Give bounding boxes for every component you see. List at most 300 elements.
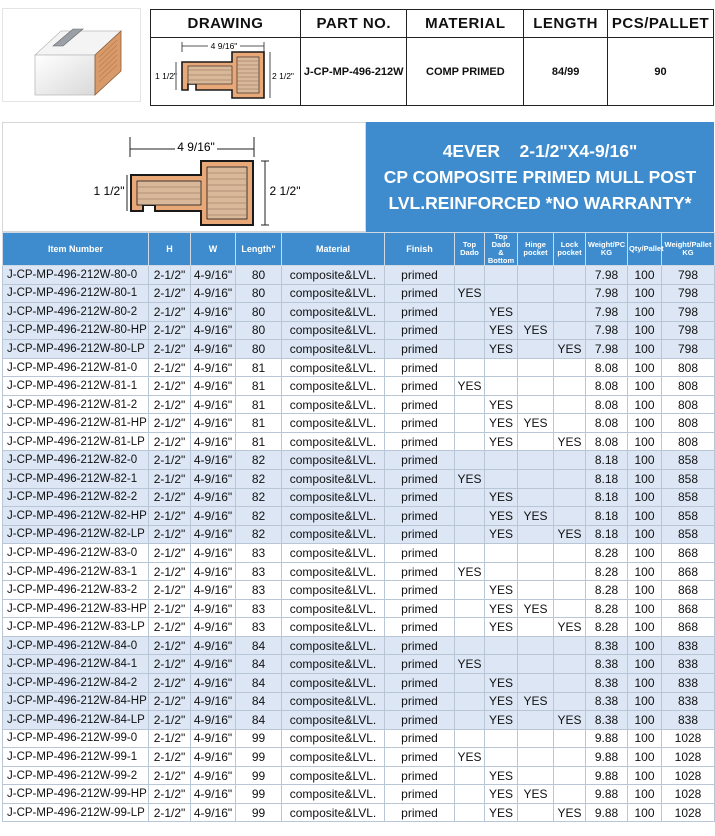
cell-weight-pc: 8.08: [586, 432, 628, 451]
cell-weight-pallet: 838: [662, 636, 715, 655]
cell-height: 2-1/2": [149, 748, 191, 767]
col-length: Length": [236, 233, 282, 266]
cell-qty-pallet: 100: [628, 562, 662, 581]
table-row: [3, 525, 715, 544]
cell-width: 4-9/16": [191, 674, 236, 693]
cell-material: composite&LVL.: [282, 599, 385, 618]
cell-lock-pocket: [554, 488, 586, 507]
cell-width: 4-9/16": [191, 284, 236, 303]
cell-width: 4-9/16": [191, 432, 236, 451]
cell-height: 2-1/2": [149, 525, 191, 544]
cell-width: 4-9/16": [191, 581, 236, 600]
cell-finish: primed: [385, 432, 455, 451]
cell-height: 2-1/2": [149, 618, 191, 637]
cell-hinge-pocket: [518, 303, 554, 322]
table-row: [3, 432, 715, 451]
cell-finish: primed: [385, 766, 455, 785]
cell-width: 4-9/16": [191, 340, 236, 359]
table-header-row: [3, 233, 715, 266]
banner-line-3: LVL.REINFORCED *NO WARRANTY*: [388, 193, 692, 213]
cell-top-dado: [455, 636, 485, 655]
cell-weight-pallet: 808: [662, 414, 715, 433]
cell-weight-pc: 8.28: [586, 544, 628, 563]
cell-height: 2-1/2": [149, 562, 191, 581]
table-row: [3, 766, 715, 785]
spec-length: 84/99: [524, 38, 608, 106]
cell-material: composite&LVL.: [282, 729, 385, 748]
cell-qty-pallet: 100: [628, 432, 662, 451]
cell-qty-pallet: 100: [628, 785, 662, 804]
banner-line-2: CP COMPOSITE PRIMED MULL POST: [383, 167, 697, 187]
cell-top-dado: [455, 525, 485, 544]
cell-weight-pallet: 1028: [662, 766, 715, 785]
cell-top-dado-bottom: YES: [485, 395, 518, 414]
cell-weight-pc: 8.18: [586, 451, 628, 470]
cell-lock-pocket: [554, 284, 586, 303]
banner-drawing: [2, 122, 366, 232]
col-top-dado-bottom: Top Dado & Bottom: [485, 233, 518, 266]
cell-lock-pocket: [554, 303, 586, 322]
cell-hinge-pocket: [518, 748, 554, 767]
cell-width: 4-9/16": [191, 618, 236, 637]
cell-height: 2-1/2": [149, 321, 191, 340]
cell-hinge-pocket: [518, 618, 554, 637]
cell-weight-pallet: 868: [662, 599, 715, 618]
cell-qty-pallet: 100: [628, 636, 662, 655]
cell-qty-pallet: 100: [628, 266, 662, 285]
cell-weight-pallet: 838: [662, 711, 715, 730]
cell-material: composite&LVL.: [282, 266, 385, 285]
cell-finish: primed: [385, 599, 455, 618]
cell-weight-pallet: 838: [662, 674, 715, 693]
cell-length: 83: [236, 599, 282, 618]
cell-finish: primed: [385, 674, 455, 693]
cell-material: composite&LVL.: [282, 766, 385, 785]
cell-hinge-pocket: [518, 451, 554, 470]
cell-top-dado-bottom: [485, 655, 518, 674]
cell-material: composite&LVL.: [282, 303, 385, 322]
cell-material: composite&LVL.: [282, 674, 385, 693]
cell-width: 4-9/16": [191, 562, 236, 581]
cell-lock-pocket: [554, 507, 586, 526]
cell-top-dado: [455, 451, 485, 470]
cell-length: 81: [236, 358, 282, 377]
cell-weight-pc: 9.88: [586, 729, 628, 748]
cell-material: composite&LVL.: [282, 692, 385, 711]
cell-item-number: J-CP-MP-496-212W-99-LP: [3, 803, 149, 822]
cell-top-dado-bottom: YES: [485, 581, 518, 600]
cell-top-dado: [455, 599, 485, 618]
spec-pcs-pallet: 90: [608, 38, 714, 106]
cell-top-dado: YES: [455, 284, 485, 303]
col-hinge-pocket: Hinge pocket: [518, 233, 554, 266]
cell-top-dado: [455, 692, 485, 711]
table-row: [3, 692, 715, 711]
cell-weight-pc: 8.18: [586, 507, 628, 526]
cell-item-number: J-CP-MP-496-212W-99-1: [3, 748, 149, 767]
cell-lock-pocket: [554, 414, 586, 433]
table-row: [3, 618, 715, 637]
cell-weight-pc: 8.38: [586, 655, 628, 674]
cell-length: 99: [236, 748, 282, 767]
cell-lock-pocket: [554, 599, 586, 618]
cell-material: composite&LVL.: [282, 525, 385, 544]
table-row: [3, 544, 715, 563]
cell-weight-pc: 8.18: [586, 525, 628, 544]
cell-hinge-pocket: YES: [518, 321, 554, 340]
cell-lock-pocket: [554, 358, 586, 377]
cell-lock-pocket: [554, 581, 586, 600]
cell-top-dado-bottom: [485, 266, 518, 285]
cell-weight-pallet: 1028: [662, 748, 715, 767]
cell-length: 99: [236, 785, 282, 804]
spec-material: COMP PRIMED: [407, 38, 524, 106]
cell-weight-pc: 9.88: [586, 748, 628, 767]
cell-top-dado: [455, 395, 485, 414]
cell-weight-pc: 8.08: [586, 414, 628, 433]
cell-top-dado: YES: [455, 655, 485, 674]
table-row: [3, 284, 715, 303]
cell-top-dado: [455, 711, 485, 730]
cell-weight-pc: 8.08: [586, 395, 628, 414]
cell-hinge-pocket: [518, 766, 554, 785]
cell-width: 4-9/16": [191, 303, 236, 322]
table-row: [3, 414, 715, 433]
cell-top-dado: [455, 766, 485, 785]
cell-lock-pocket: YES: [554, 525, 586, 544]
cell-height: 2-1/2": [149, 266, 191, 285]
cell-top-dado-bottom: [485, 562, 518, 581]
cell-width: 4-9/16": [191, 636, 236, 655]
cell-length: 83: [236, 618, 282, 637]
cell-top-dado: [455, 414, 485, 433]
col-material: Material: [282, 233, 385, 266]
cell-width: 4-9/16": [191, 414, 236, 433]
cell-item-number: J-CP-MP-496-212W-81-1: [3, 377, 149, 396]
table-row: [3, 377, 715, 396]
cell-finish: primed: [385, 692, 455, 711]
cell-weight-pc: 8.38: [586, 692, 628, 711]
cell-finish: primed: [385, 729, 455, 748]
cell-finish: primed: [385, 358, 455, 377]
col-h: H: [149, 233, 191, 266]
cell-item-number: J-CP-MP-496-212W-80-0: [3, 266, 149, 285]
cell-height: 2-1/2": [149, 581, 191, 600]
spec-header-drawing: DRAWING: [151, 10, 301, 38]
table-row: [3, 636, 715, 655]
cell-top-dado-bottom: [485, 358, 518, 377]
cell-weight-pc: 9.88: [586, 785, 628, 804]
cell-hinge-pocket: [518, 581, 554, 600]
cell-height: 2-1/2": [149, 414, 191, 433]
table-row: [3, 488, 715, 507]
cell-top-dado: [455, 266, 485, 285]
cell-top-dado-bottom: [485, 451, 518, 470]
cell-width: 4-9/16": [191, 544, 236, 563]
cell-weight-pc: 7.98: [586, 340, 628, 359]
cell-length: 83: [236, 544, 282, 563]
cell-weight-pallet: 868: [662, 562, 715, 581]
small-right-label: 2 1/2": [272, 71, 295, 81]
cell-finish: primed: [385, 785, 455, 804]
table-row: [3, 785, 715, 804]
cell-length: 84: [236, 674, 282, 693]
cell-height: 2-1/2": [149, 766, 191, 785]
cell-weight-pallet: 798: [662, 340, 715, 359]
table-row: [3, 321, 715, 340]
cell-height: 2-1/2": [149, 711, 191, 730]
banner-line-1: 4EVER 2-1/2"X4-9/16": [442, 141, 638, 161]
cell-height: 2-1/2": [149, 803, 191, 822]
cell-length: 80: [236, 321, 282, 340]
cell-height: 2-1/2": [149, 451, 191, 470]
cell-item-number: J-CP-MP-496-212W-80-2: [3, 303, 149, 322]
cell-material: composite&LVL.: [282, 544, 385, 563]
cell-weight-pc: 8.28: [586, 618, 628, 637]
cell-finish: primed: [385, 507, 455, 526]
cell-item-number: J-CP-MP-496-212W-83-2: [3, 581, 149, 600]
cell-finish: primed: [385, 544, 455, 563]
cell-material: composite&LVL.: [282, 395, 385, 414]
cell-item-number: J-CP-MP-496-212W-84-HP: [3, 692, 149, 711]
cell-qty-pallet: 100: [628, 303, 662, 322]
small-left-label: 1 1/2": [155, 71, 178, 81]
cell-width: 4-9/16": [191, 395, 236, 414]
cell-top-dado: [455, 432, 485, 451]
table-row: [3, 599, 715, 618]
cell-finish: primed: [385, 525, 455, 544]
cell-lock-pocket: [554, 470, 586, 489]
cell-top-dado-bottom: YES: [485, 692, 518, 711]
cell-lock-pocket: [554, 674, 586, 693]
cell-hinge-pocket: [518, 395, 554, 414]
cell-width: 4-9/16": [191, 470, 236, 489]
cell-length: 82: [236, 488, 282, 507]
cell-width: 4-9/16": [191, 451, 236, 470]
spec-table: [150, 9, 714, 106]
cell-top-dado: [455, 340, 485, 359]
cell-finish: primed: [385, 711, 455, 730]
cell-qty-pallet: 100: [628, 581, 662, 600]
cell-length: 84: [236, 655, 282, 674]
cell-item-number: J-CP-MP-496-212W-80-1: [3, 284, 149, 303]
cell-item-number: J-CP-MP-496-212W-80-LP: [3, 340, 149, 359]
cell-hinge-pocket: [518, 284, 554, 303]
cell-item-number: J-CP-MP-496-212W-83-0: [3, 544, 149, 563]
cell-top-dado: [455, 803, 485, 822]
cell-height: 2-1/2": [149, 340, 191, 359]
cell-top-dado: YES: [455, 562, 485, 581]
cell-length: 81: [236, 377, 282, 396]
cell-weight-pc: 8.08: [586, 358, 628, 377]
cell-width: 4-9/16": [191, 729, 236, 748]
cell-length: 99: [236, 766, 282, 785]
spec-part-no: J-CP-MP-496-212W: [300, 38, 407, 106]
cell-material: composite&LVL.: [282, 284, 385, 303]
cell-lock-pocket: YES: [554, 432, 586, 451]
large-profile-drawing: [3, 123, 365, 231]
cell-material: composite&LVL.: [282, 470, 385, 489]
cell-weight-pc: 8.28: [586, 562, 628, 581]
cell-material: composite&LVL.: [282, 321, 385, 340]
cell-top-dado-bottom: YES: [485, 321, 518, 340]
cell-weight-pc: 8.38: [586, 636, 628, 655]
cell-length: 99: [236, 729, 282, 748]
cell-item-number: J-CP-MP-496-212W-84-0: [3, 636, 149, 655]
cell-length: 80: [236, 340, 282, 359]
cell-item-number: J-CP-MP-496-212W-83-LP: [3, 618, 149, 637]
cell-qty-pallet: 100: [628, 803, 662, 822]
cell-hinge-pocket: [518, 470, 554, 489]
cell-qty-pallet: 100: [628, 692, 662, 711]
col-weight-pallet: Weight/Pallet KG: [662, 233, 715, 266]
large-right-label: 2 1/2": [269, 184, 301, 198]
cell-material: composite&LVL.: [282, 377, 385, 396]
cell-weight-pallet: 808: [662, 432, 715, 451]
cell-weight-pallet: 798: [662, 266, 715, 285]
cell-qty-pallet: 100: [628, 321, 662, 340]
cell-finish: primed: [385, 414, 455, 433]
table-body: [3, 266, 715, 822]
cell-top-dado-bottom: YES: [485, 414, 518, 433]
cell-length: 80: [236, 284, 282, 303]
cell-length: 84: [236, 692, 282, 711]
cell-finish: primed: [385, 562, 455, 581]
cell-item-number: J-CP-MP-496-212W-81-0: [3, 358, 149, 377]
cell-hinge-pocket: [518, 636, 554, 655]
cell-top-dado: [455, 303, 485, 322]
spec-header-pcs-pallet: PCS/PALLET: [608, 10, 714, 38]
table-row: [3, 266, 715, 285]
cell-finish: primed: [385, 284, 455, 303]
cell-width: 4-9/16": [191, 692, 236, 711]
cell-lock-pocket: YES: [554, 340, 586, 359]
cell-finish: primed: [385, 470, 455, 489]
cell-hinge-pocket: [518, 711, 554, 730]
cell-item-number: J-CP-MP-496-212W-81-2: [3, 395, 149, 414]
cell-weight-pc: 9.88: [586, 803, 628, 822]
cell-finish: primed: [385, 655, 455, 674]
cell-top-dado-bottom: YES: [485, 507, 518, 526]
cell-item-number: J-CP-MP-496-212W-81-HP: [3, 414, 149, 433]
cell-weight-pc: 9.88: [586, 766, 628, 785]
cell-length: 80: [236, 266, 282, 285]
table-row: [3, 748, 715, 767]
cell-qty-pallet: 100: [628, 729, 662, 748]
cell-finish: primed: [385, 451, 455, 470]
cell-top-dado-bottom: YES: [485, 488, 518, 507]
cell-width: 4-9/16": [191, 785, 236, 804]
cell-qty-pallet: 100: [628, 599, 662, 618]
cell-height: 2-1/2": [149, 655, 191, 674]
table-row: [3, 581, 715, 600]
cell-hinge-pocket: [518, 432, 554, 451]
cell-length: 84: [236, 711, 282, 730]
cell-finish: primed: [385, 266, 455, 285]
cell-hinge-pocket: [518, 803, 554, 822]
cell-lock-pocket: [554, 636, 586, 655]
cell-finish: primed: [385, 377, 455, 396]
cell-qty-pallet: 100: [628, 618, 662, 637]
large-left-label: 1 1/2": [93, 184, 125, 198]
cell-length: 82: [236, 507, 282, 526]
cell-height: 2-1/2": [149, 674, 191, 693]
product-table: [2, 232, 715, 822]
cell-length: 82: [236, 525, 282, 544]
cell-weight-pallet: 808: [662, 395, 715, 414]
cell-width: 4-9/16": [191, 748, 236, 767]
cell-length: 83: [236, 562, 282, 581]
cell-finish: primed: [385, 748, 455, 767]
cell-item-number: J-CP-MP-496-212W-82-2: [3, 488, 149, 507]
cell-finish: primed: [385, 340, 455, 359]
cell-finish: primed: [385, 581, 455, 600]
cell-top-dado: YES: [455, 470, 485, 489]
cell-finish: primed: [385, 618, 455, 637]
cell-top-dado-bottom: [485, 729, 518, 748]
cell-weight-pallet: 798: [662, 284, 715, 303]
cell-height: 2-1/2": [149, 599, 191, 618]
cell-hinge-pocket: [518, 525, 554, 544]
cell-weight-pallet: 808: [662, 358, 715, 377]
cell-material: composite&LVL.: [282, 785, 385, 804]
cell-material: composite&LVL.: [282, 581, 385, 600]
cell-height: 2-1/2": [149, 395, 191, 414]
cell-qty-pallet: 100: [628, 655, 662, 674]
cell-material: composite&LVL.: [282, 488, 385, 507]
cell-length: 84: [236, 636, 282, 655]
cell-top-dado: [455, 488, 485, 507]
product-photo: [2, 8, 141, 102]
cell-qty-pallet: 100: [628, 377, 662, 396]
cell-weight-pc: 8.08: [586, 377, 628, 396]
cell-qty-pallet: 100: [628, 674, 662, 693]
cell-lock-pocket: YES: [554, 803, 586, 822]
cell-top-dado-bottom: YES: [485, 432, 518, 451]
cell-qty-pallet: 100: [628, 488, 662, 507]
cell-hinge-pocket: [518, 377, 554, 396]
spec-header-length: LENGTH: [524, 10, 608, 38]
cell-lock-pocket: [554, 692, 586, 711]
cell-hinge-pocket: YES: [518, 507, 554, 526]
cell-material: composite&LVL.: [282, 711, 385, 730]
cell-hinge-pocket: [518, 340, 554, 359]
cell-width: 4-9/16": [191, 766, 236, 785]
cell-width: 4-9/16": [191, 377, 236, 396]
cell-height: 2-1/2": [149, 729, 191, 748]
cell-qty-pallet: 100: [628, 358, 662, 377]
cell-top-dado-bottom: YES: [485, 618, 518, 637]
cell-width: 4-9/16": [191, 507, 236, 526]
cell-qty-pallet: 100: [628, 470, 662, 489]
col-weight-pc: Weight/PC KG: [586, 233, 628, 266]
cell-height: 2-1/2": [149, 377, 191, 396]
cell-length: 81: [236, 395, 282, 414]
cell-qty-pallet: 100: [628, 766, 662, 785]
cell-top-dado-bottom: YES: [485, 303, 518, 322]
cell-hinge-pocket: [518, 562, 554, 581]
cell-material: composite&LVL.: [282, 507, 385, 526]
cell-lock-pocket: [554, 655, 586, 674]
cell-width: 4-9/16": [191, 599, 236, 618]
cell-material: composite&LVL.: [282, 414, 385, 433]
cell-width: 4-9/16": [191, 266, 236, 285]
cell-material: composite&LVL.: [282, 636, 385, 655]
cell-weight-pallet: 858: [662, 470, 715, 489]
cell-finish: primed: [385, 321, 455, 340]
cell-top-dado: [455, 544, 485, 563]
cell-weight-pc: 7.98: [586, 321, 628, 340]
